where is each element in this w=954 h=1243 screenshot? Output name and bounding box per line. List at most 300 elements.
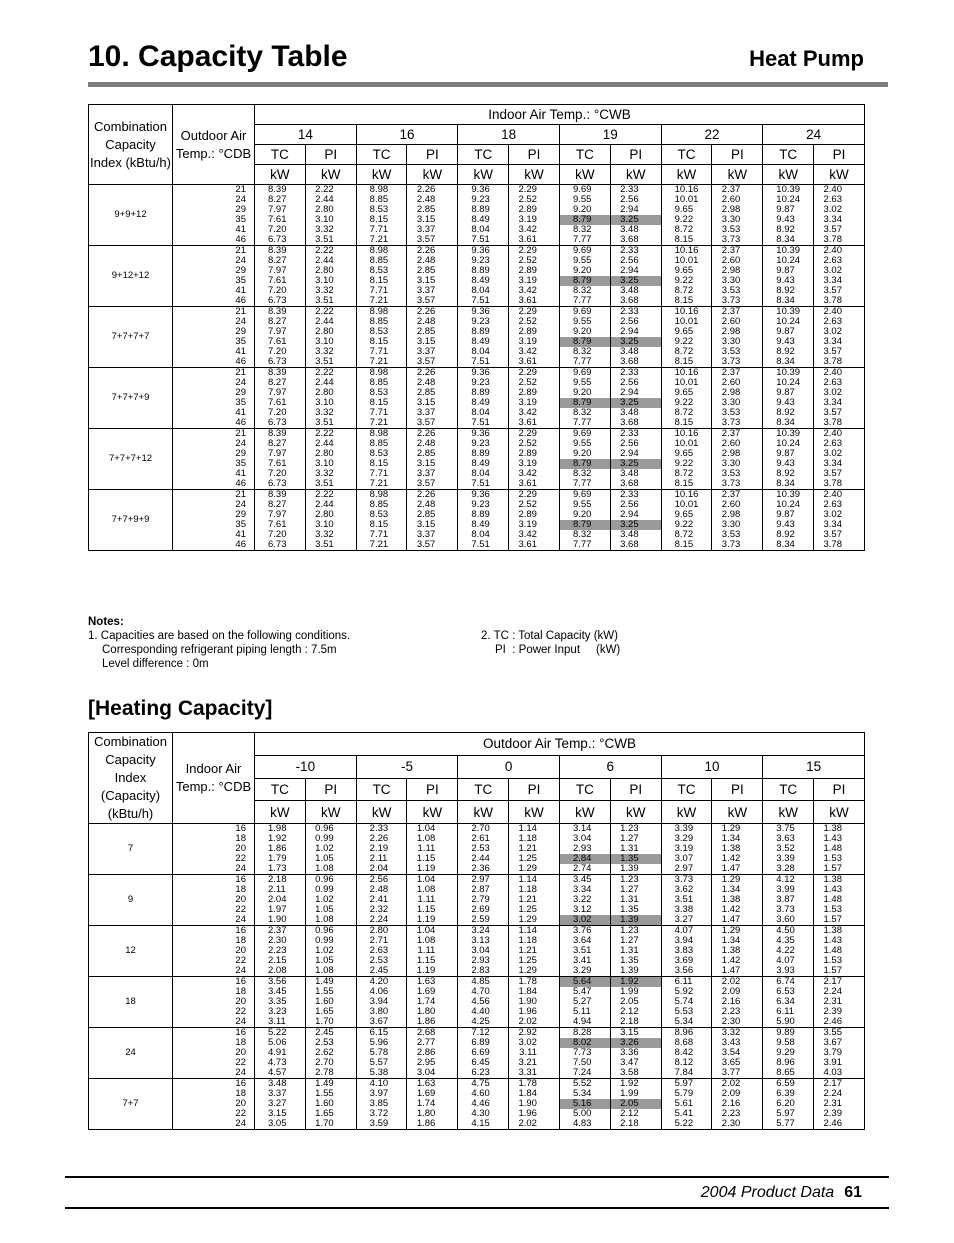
tc-cell: 8.34 bbox=[763, 357, 814, 368]
table-row bbox=[89, 327, 865, 337]
pi-cell: 1.18 bbox=[509, 834, 560, 844]
pi-cell: 1.18 bbox=[509, 936, 560, 946]
tc-cell: 8.34 bbox=[763, 418, 814, 429]
table-row bbox=[89, 520, 865, 530]
temp-cell: 20 bbox=[173, 1099, 255, 1109]
pi-header: PI bbox=[407, 145, 458, 165]
tc-cell: 8.15 bbox=[356, 337, 407, 347]
temp-cell: 20 bbox=[173, 844, 255, 854]
table-row bbox=[89, 256, 865, 266]
pi-cell: 3.57 bbox=[407, 357, 458, 368]
tc-cell: 3.73 bbox=[661, 875, 712, 886]
temp-cell: 21 bbox=[173, 429, 255, 440]
tc-cell: 3.51 bbox=[559, 946, 610, 956]
tc-cell: 9.69 bbox=[559, 429, 610, 440]
tc-cell: 2.44 bbox=[458, 854, 509, 864]
tc-cell: 3.64 bbox=[559, 936, 610, 946]
table-row bbox=[89, 388, 865, 398]
pi-cell: 2.52 bbox=[509, 378, 560, 388]
tc-cell: 4.94 bbox=[559, 1017, 610, 1028]
pi-cell: 1.04 bbox=[407, 875, 458, 886]
tc-cell: 8.04 bbox=[458, 286, 509, 296]
tc-cell: 3.94 bbox=[661, 936, 712, 946]
tc-cell: 9.65 bbox=[661, 205, 712, 215]
temp-cell: 16 bbox=[173, 824, 255, 835]
pi-cell: 1.27 bbox=[610, 936, 661, 946]
tc-cell: 3.83 bbox=[661, 946, 712, 956]
unit-header: kW bbox=[509, 165, 560, 185]
tc-cell: 9.23 bbox=[458, 378, 509, 388]
tc-cell: 8.49 bbox=[458, 215, 509, 225]
temp-header: -5 bbox=[356, 755, 458, 778]
tc-cell: 5.27 bbox=[559, 997, 610, 1007]
pi-cell: 2.46 bbox=[814, 1017, 865, 1028]
temp-cell: 20 bbox=[173, 997, 255, 1007]
pi-cell: 2.44 bbox=[305, 317, 356, 327]
tc-cell: 7.77 bbox=[559, 235, 610, 246]
tc-cell: 6.11 bbox=[661, 977, 712, 988]
unit-header: kW bbox=[661, 801, 712, 824]
temp-header: 10 bbox=[661, 755, 763, 778]
tc-cell: 10.16 bbox=[661, 429, 712, 440]
unit-header: kW bbox=[509, 801, 560, 824]
tc-cell: 6.74 bbox=[763, 977, 814, 988]
tc-cell: 9.43 bbox=[763, 459, 814, 469]
pi-cell: 3.34 bbox=[814, 276, 865, 286]
table-row bbox=[89, 895, 865, 905]
tc-cell: 9.43 bbox=[763, 520, 814, 530]
tc-header: TC bbox=[559, 145, 610, 165]
tc-cell: 7.20 bbox=[255, 469, 306, 479]
tc-cell: 9.65 bbox=[661, 327, 712, 337]
tc-header: TC bbox=[458, 145, 509, 165]
temp-cell: 21 bbox=[173, 307, 255, 318]
tc-cell: 9.36 bbox=[458, 429, 509, 440]
pi-cell: 3.15 bbox=[407, 398, 458, 408]
table-row bbox=[89, 936, 865, 946]
pi-cell: 3.78 bbox=[814, 479, 865, 490]
pi-cell: 2.33 bbox=[610, 490, 661, 501]
tc-cell: 8.39 bbox=[255, 307, 306, 318]
table-row bbox=[89, 510, 865, 520]
table-row bbox=[89, 418, 865, 429]
pi-cell: 3.48 bbox=[610, 286, 661, 296]
tc-cell: 8.15 bbox=[661, 235, 712, 246]
temp-cell: 21 bbox=[173, 246, 255, 257]
tc-cell: 3.13 bbox=[458, 936, 509, 946]
tc-cell: 8.89 bbox=[458, 327, 509, 337]
pi-cell: 3.61 bbox=[509, 296, 560, 307]
tc-cell: 4.07 bbox=[763, 956, 814, 966]
pi-cell: 2.29 bbox=[509, 368, 560, 379]
table-row bbox=[89, 490, 865, 501]
pi-header: PI bbox=[814, 145, 865, 165]
pi-cell: 2.98 bbox=[712, 510, 763, 520]
pi-cell: 1.43 bbox=[814, 834, 865, 844]
tc-cell: 2.61 bbox=[458, 834, 509, 844]
pi-cell: 4.03 bbox=[814, 1068, 865, 1079]
temp-cell: 35 bbox=[173, 459, 255, 469]
tc-cell: 7.77 bbox=[559, 357, 610, 368]
tc-cell: 9.65 bbox=[661, 266, 712, 276]
tc-cell: 2.32 bbox=[356, 905, 407, 915]
cooling-capacity-table bbox=[88, 104, 865, 551]
pi-cell: 2.80 bbox=[305, 510, 356, 520]
footer-rule-bottom bbox=[65, 1207, 889, 1209]
tc-cell: 4.57 bbox=[255, 1068, 306, 1079]
tc-cell: 9.43 bbox=[763, 276, 814, 286]
tc-cell: 7.21 bbox=[356, 418, 407, 429]
table-row bbox=[89, 479, 865, 490]
tc-cell: 8.49 bbox=[458, 337, 509, 347]
pi-cell: 2.52 bbox=[509, 439, 560, 449]
tc-cell: 7.21 bbox=[356, 235, 407, 246]
table-row bbox=[89, 864, 865, 875]
temp-cell: 22 bbox=[173, 956, 255, 966]
pi-cell: 2.56 bbox=[610, 256, 661, 266]
unit-header: kW bbox=[763, 801, 814, 824]
pi-cell: 2.62 bbox=[305, 1048, 356, 1058]
tc-cell: 2.19 bbox=[356, 844, 407, 854]
pi-cell: 1.86 bbox=[407, 1017, 458, 1028]
pi-cell: 3.30 bbox=[712, 459, 763, 469]
pi-cell: 2.78 bbox=[305, 1068, 356, 1079]
tc-cell: 8.89 bbox=[458, 510, 509, 520]
tc-cell: 9.23 bbox=[458, 256, 509, 266]
tc-cell: 3.45 bbox=[255, 987, 306, 997]
pi-cell: 1.25 bbox=[509, 905, 560, 915]
pi-cell: 1.38 bbox=[814, 824, 865, 835]
temp-header: 22 bbox=[661, 125, 763, 145]
tc-cell: 2.63 bbox=[356, 946, 407, 956]
pi-cell: 3.79 bbox=[814, 1048, 865, 1058]
tc-cell: 2.15 bbox=[255, 956, 306, 966]
tc-cell: 8.98 bbox=[356, 429, 407, 440]
footer bbox=[701, 1184, 862, 1202]
pi-cell: 2.95 bbox=[407, 1058, 458, 1068]
pi-cell: 1.11 bbox=[407, 895, 458, 905]
tc-cell: 9.55 bbox=[559, 256, 610, 266]
tc-cell: 1.97 bbox=[255, 905, 306, 915]
tc-header: TC bbox=[763, 145, 814, 165]
tc-cell: 9.20 bbox=[559, 266, 610, 276]
tc-cell: 3.02 bbox=[559, 915, 610, 926]
tc-cell: 9.87 bbox=[763, 327, 814, 337]
pi-cell: 3.19 bbox=[509, 398, 560, 408]
heating-capacity-heading: [Heating Capacity] bbox=[88, 697, 273, 720]
pi-cell: 1.08 bbox=[305, 864, 356, 875]
tc-cell: 8.89 bbox=[458, 388, 509, 398]
pi-cell: 2.33 bbox=[610, 429, 661, 440]
pi-header: PI bbox=[814, 778, 865, 801]
pi-cell: 1.38 bbox=[712, 946, 763, 956]
pi-cell: 2.40 bbox=[814, 429, 865, 440]
tc-cell: 9.23 bbox=[458, 500, 509, 510]
pi-cell: 3.57 bbox=[407, 235, 458, 246]
tc-cell: 5.78 bbox=[356, 1048, 407, 1058]
unit-header: kW bbox=[712, 801, 763, 824]
temp-cell: 41 bbox=[173, 225, 255, 235]
pi-cell: 3.78 bbox=[814, 235, 865, 246]
temp-cell: 16 bbox=[173, 926, 255, 937]
table-row bbox=[89, 1017, 865, 1028]
pi-cell: 3.51 bbox=[305, 357, 356, 368]
tc-cell: 1.73 bbox=[255, 864, 306, 875]
table-row bbox=[89, 1089, 865, 1099]
pi-cell: 1.69 bbox=[407, 1089, 458, 1099]
pi-cell: 3.19 bbox=[509, 337, 560, 347]
pi-cell: 0.96 bbox=[305, 875, 356, 886]
tc-cell: 3.97 bbox=[356, 1089, 407, 1099]
table-row bbox=[89, 946, 865, 956]
pi-cell: 2.89 bbox=[509, 266, 560, 276]
temp-cell: 29 bbox=[173, 327, 255, 337]
tc-cell: 7.97 bbox=[255, 388, 306, 398]
pi-cell: 1.08 bbox=[407, 834, 458, 844]
pi-cell: 1.42 bbox=[712, 956, 763, 966]
unit-header: kW bbox=[610, 801, 661, 824]
tc-cell: 9.23 bbox=[458, 317, 509, 327]
pi-cell: 2.89 bbox=[509, 327, 560, 337]
tc-cell: 10.24 bbox=[763, 317, 814, 327]
temp-cell: 46 bbox=[173, 479, 255, 490]
pi-cell: 3.61 bbox=[509, 235, 560, 246]
pi-cell: 3.53 bbox=[712, 469, 763, 479]
temp-header: 19 bbox=[559, 125, 661, 145]
tc-cell: 9.36 bbox=[458, 185, 509, 196]
pi-cell: 3.57 bbox=[814, 530, 865, 540]
pi-cell: 3.54 bbox=[712, 1048, 763, 1058]
pi-cell: 3.32 bbox=[305, 225, 356, 235]
tc-cell: 7.21 bbox=[356, 296, 407, 307]
tc-cell: 10.39 bbox=[763, 368, 814, 379]
tc-cell: 3.38 bbox=[661, 905, 712, 915]
pi-cell: 2.48 bbox=[407, 378, 458, 388]
pi-cell: 2.94 bbox=[610, 205, 661, 215]
table-row bbox=[89, 307, 865, 318]
pi-cell: 3.02 bbox=[509, 1038, 560, 1048]
pi-cell: 2.48 bbox=[407, 195, 458, 205]
pi-cell: 1.08 bbox=[407, 885, 458, 895]
pi-cell: 1.38 bbox=[814, 926, 865, 937]
tc-cell: 4.85 bbox=[458, 977, 509, 988]
pi-cell: 3.32 bbox=[305, 469, 356, 479]
pi-cell: 3.30 bbox=[712, 215, 763, 225]
pi-cell: 1.48 bbox=[814, 895, 865, 905]
temp-header: 15 bbox=[763, 755, 865, 778]
pi-cell: 2.52 bbox=[509, 317, 560, 327]
pi-cell: 2.86 bbox=[407, 1048, 458, 1058]
tc-cell: 9.55 bbox=[559, 500, 610, 510]
pi-cell: 1.18 bbox=[509, 885, 560, 895]
tc-cell: 1.98 bbox=[255, 824, 306, 835]
tc-cell: 8.15 bbox=[356, 398, 407, 408]
tc-cell: 7.50 bbox=[559, 1058, 610, 1068]
pi-cell: 3.25 bbox=[610, 520, 661, 530]
tc-cell: 7.24 bbox=[559, 1068, 610, 1079]
tc-cell: 8.04 bbox=[458, 469, 509, 479]
temp-cell: 21 bbox=[173, 185, 255, 196]
table-row bbox=[89, 834, 865, 844]
pi-cell: 3.42 bbox=[509, 347, 560, 357]
tc-cell: 8.27 bbox=[255, 500, 306, 510]
pi-cell: 2.29 bbox=[509, 429, 560, 440]
pi-cell: 3.42 bbox=[509, 530, 560, 540]
tc-cell: 8.89 bbox=[458, 449, 509, 459]
tc-cell: 2.93 bbox=[559, 844, 610, 854]
pi-cell: 2.60 bbox=[712, 256, 763, 266]
pi-cell: 3.55 bbox=[814, 1028, 865, 1039]
tc-cell: 10.16 bbox=[661, 246, 712, 257]
pi-cell: 3.68 bbox=[610, 540, 661, 551]
tc-cell: 7.61 bbox=[255, 398, 306, 408]
pi-cell: 2.29 bbox=[509, 307, 560, 318]
tc-cell: 7.61 bbox=[255, 337, 306, 347]
tc-cell: 2.69 bbox=[458, 905, 509, 915]
tc-cell: 9.69 bbox=[559, 368, 610, 379]
tc-cell: 8.04 bbox=[458, 347, 509, 357]
note-2: 2. TC : Total Capacity (kW) bbox=[481, 630, 618, 642]
pi-cell: 1.90 bbox=[509, 997, 560, 1007]
note-1: 1. Capacities are based on the following conditions. bbox=[88, 630, 351, 642]
tc-cell: 3.87 bbox=[763, 895, 814, 905]
pi-cell: 3.15 bbox=[407, 337, 458, 347]
tc-cell: 8.27 bbox=[255, 317, 306, 327]
tc-cell: 8.53 bbox=[356, 266, 407, 276]
tc-cell: 5.34 bbox=[661, 1017, 712, 1028]
pi-cell: 2.85 bbox=[407, 327, 458, 337]
pi-cell: 2.98 bbox=[712, 449, 763, 459]
pi-cell: 1.48 bbox=[814, 946, 865, 956]
pi-cell: 3.53 bbox=[712, 347, 763, 357]
pi-cell: 1.43 bbox=[814, 936, 865, 946]
tc-cell: 7.20 bbox=[255, 347, 306, 357]
pi-cell: 1.08 bbox=[305, 966, 356, 977]
tc-cell: 5.22 bbox=[661, 1119, 712, 1130]
tc-cell: 8.49 bbox=[458, 276, 509, 286]
tc-cell: 8.49 bbox=[458, 520, 509, 530]
tc-cell: 6.23 bbox=[458, 1068, 509, 1079]
pi-cell: 1.27 bbox=[610, 885, 661, 895]
tc-cell: 10.16 bbox=[661, 490, 712, 501]
pi-cell: 3.02 bbox=[814, 327, 865, 337]
pi-cell: 3.10 bbox=[305, 215, 356, 225]
table-row bbox=[89, 824, 865, 835]
pi-cell: 2.48 bbox=[407, 317, 458, 327]
tc-cell: 3.69 bbox=[661, 956, 712, 966]
combination-label: 7+7 bbox=[89, 1079, 173, 1130]
temp-cell: 24 bbox=[173, 1119, 255, 1130]
pi-cell: 2.68 bbox=[407, 1028, 458, 1039]
temp-cell: 24 bbox=[173, 256, 255, 266]
pi-cell: 2.40 bbox=[814, 368, 865, 379]
pi-cell: 1.05 bbox=[305, 905, 356, 915]
pi-cell: 2.33 bbox=[610, 185, 661, 196]
unit-header: kW bbox=[712, 165, 763, 185]
tc-cell: 8.53 bbox=[356, 388, 407, 398]
pi-cell: 2.22 bbox=[305, 490, 356, 501]
pi-cell: 3.25 bbox=[610, 459, 661, 469]
tc-cell: 8.15 bbox=[356, 459, 407, 469]
table-row bbox=[89, 956, 865, 966]
pi-cell: 3.15 bbox=[610, 1028, 661, 1039]
unit-header: kW bbox=[559, 165, 610, 185]
tc-cell: 3.05 bbox=[255, 1119, 306, 1130]
pi-cell: 2.44 bbox=[305, 378, 356, 388]
pi-cell: 1.05 bbox=[305, 854, 356, 864]
pi-cell: 3.19 bbox=[509, 276, 560, 286]
tc-cell: 9.22 bbox=[661, 398, 712, 408]
tc-cell: 4.70 bbox=[458, 987, 509, 997]
pi-cell: 3.02 bbox=[814, 388, 865, 398]
unit-header: kW bbox=[255, 801, 306, 824]
tc-cell: 8.02 bbox=[559, 1038, 610, 1048]
tc-cell: 8.34 bbox=[763, 296, 814, 307]
temp-cell: 24 bbox=[173, 1017, 255, 1028]
note-2-pi: PI : Power Input (kW) bbox=[495, 644, 621, 656]
table-row bbox=[89, 540, 865, 551]
tc-cell: 8.34 bbox=[763, 540, 814, 551]
tc-cell: 8.79 bbox=[559, 459, 610, 469]
tc-cell: 3.63 bbox=[763, 834, 814, 844]
pi-cell: 3.57 bbox=[814, 347, 865, 357]
pi-cell: 1.47 bbox=[712, 864, 763, 875]
temp-cell: 46 bbox=[173, 357, 255, 368]
tc-cell: 8.85 bbox=[356, 256, 407, 266]
tc-header: TC bbox=[661, 145, 712, 165]
temp-cell: 24 bbox=[173, 1068, 255, 1079]
tc-cell: 9.20 bbox=[559, 388, 610, 398]
tc-cell: 2.80 bbox=[356, 926, 407, 937]
pi-cell: 1.70 bbox=[305, 1119, 356, 1130]
tc-cell: 5.96 bbox=[356, 1038, 407, 1048]
temp-cell: 35 bbox=[173, 520, 255, 530]
tc-cell: 2.37 bbox=[255, 926, 306, 937]
temp-cell: 24 bbox=[173, 378, 255, 388]
tc-cell: 8.34 bbox=[763, 479, 814, 490]
tc-cell: 8.27 bbox=[255, 256, 306, 266]
tc-cell: 7.20 bbox=[255, 530, 306, 540]
unit-header: kW bbox=[305, 165, 356, 185]
table-row bbox=[89, 408, 865, 418]
pi-cell: 1.25 bbox=[509, 956, 560, 966]
pi-cell: 1.99 bbox=[610, 987, 661, 997]
pi-header: PI bbox=[610, 145, 661, 165]
tc-cell: 9.20 bbox=[559, 205, 610, 215]
pi-cell: 3.30 bbox=[712, 520, 763, 530]
tc-cell: 7.12 bbox=[458, 1028, 509, 1039]
pi-cell: 1.96 bbox=[509, 1007, 560, 1017]
pi-cell: 3.15 bbox=[407, 520, 458, 530]
tc-cell: 3.76 bbox=[559, 926, 610, 937]
table-row bbox=[89, 235, 865, 246]
tc-cell: 4.12 bbox=[763, 875, 814, 886]
tc-cell: 7.61 bbox=[255, 459, 306, 469]
heating-capacity-table bbox=[88, 732, 865, 1130]
temp-cell: 18 bbox=[173, 1038, 255, 1048]
table-row bbox=[89, 977, 865, 988]
tc-cell: 4.73 bbox=[255, 1058, 306, 1068]
table-row bbox=[89, 205, 865, 215]
pi-cell: 2.80 bbox=[305, 449, 356, 459]
pi-cell: 2.31 bbox=[814, 997, 865, 1007]
tc-cell: 3.28 bbox=[763, 864, 814, 875]
pi-cell: 3.57 bbox=[407, 479, 458, 490]
temp-cell: 18 bbox=[173, 1089, 255, 1099]
tc-cell: 2.84 bbox=[559, 854, 610, 864]
pi-cell: 2.40 bbox=[814, 490, 865, 501]
tc-cell: 10.01 bbox=[661, 378, 712, 388]
